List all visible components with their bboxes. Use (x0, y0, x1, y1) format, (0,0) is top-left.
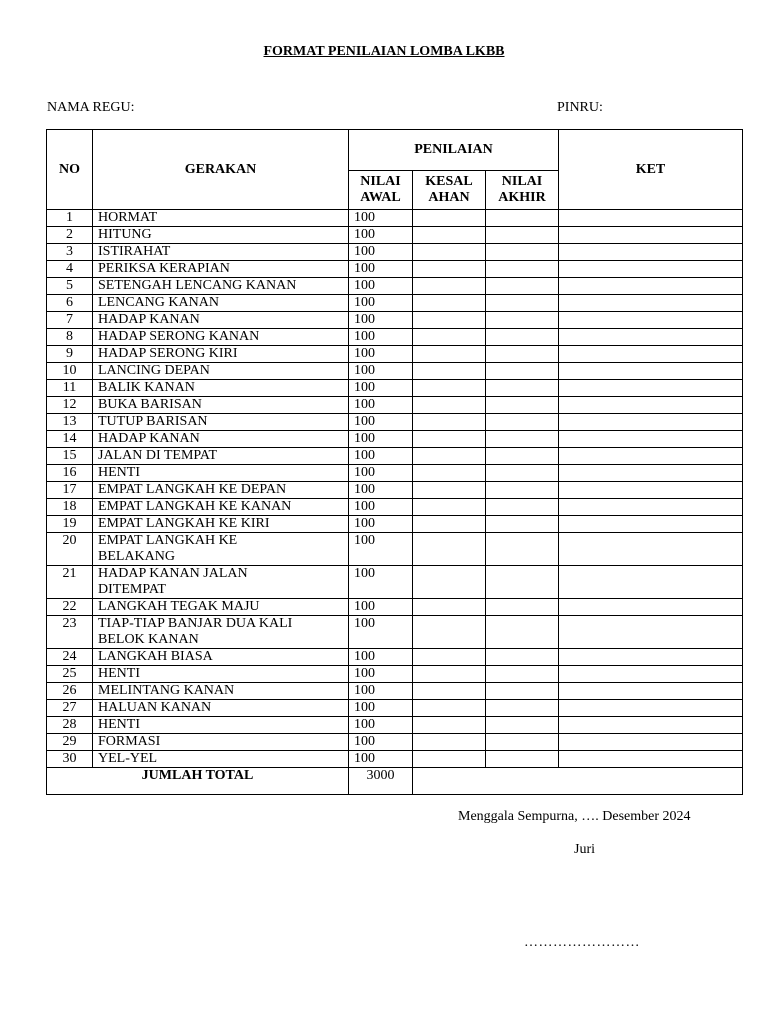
row-kesalahan (413, 448, 486, 465)
gerakan-line: HADAP KANAN JALAN (98, 566, 248, 581)
row-nilai-akhir (486, 649, 559, 666)
row-gerakan (93, 244, 349, 261)
gerakan-line: SETENGAH LENCANG KANAN (98, 278, 297, 293)
row-gerakan (93, 683, 349, 700)
row-ket (559, 499, 743, 516)
row-number: 12 (47, 397, 93, 414)
row-gerakan (93, 499, 349, 516)
row-gerakan (93, 516, 349, 533)
row-gerakan (93, 261, 349, 278)
row-nilai-awal: 100 (349, 717, 413, 734)
row-ket (559, 431, 743, 448)
row-gerakan (93, 278, 349, 295)
row-ket (559, 566, 743, 599)
header-penilaian: PENILAIAN (349, 130, 559, 171)
row-kesalahan (413, 666, 486, 683)
header-nilai-akhir-line2: AKHIR (498, 190, 546, 205)
row-gerakan (93, 616, 349, 649)
row-gerakan (93, 448, 349, 465)
row-ket (559, 717, 743, 734)
row-nilai-awal: 100 (349, 482, 413, 499)
row-kesalahan (413, 244, 486, 261)
gerakan-line: HORMAT (98, 210, 158, 225)
row-nilai-akhir (486, 666, 559, 683)
row-gerakan (93, 666, 349, 683)
row-nilai-akhir (486, 210, 559, 227)
row-nilai-akhir (486, 261, 559, 278)
gerakan-line: PERIKSA KERAPIAN (98, 261, 230, 276)
row-gerakan (93, 700, 349, 717)
row-nilai-akhir (486, 533, 559, 566)
row-kesalahan (413, 616, 486, 649)
gerakan-line: HENTI (98, 666, 140, 681)
row-ket (559, 295, 743, 312)
row-ket (559, 599, 743, 616)
row-gerakan (93, 717, 349, 734)
gerakan-line: BELOK KANAN (98, 632, 199, 647)
row-kesalahan (413, 499, 486, 516)
row-nilai-awal: 100 (349, 734, 413, 751)
row-nilai-akhir (486, 734, 559, 751)
row-nilai-akhir (486, 599, 559, 616)
row-number: 29 (47, 734, 93, 751)
row-kesalahan (413, 465, 486, 482)
total-empty-cell (413, 768, 743, 795)
row-kesalahan (413, 363, 486, 380)
row-kesalahan (413, 566, 486, 599)
row-nilai-akhir (486, 380, 559, 397)
row-nilai-awal: 100 (349, 278, 413, 295)
gerakan-line: EMPAT LANGKAH KE KANAN (98, 499, 292, 514)
row-kesalahan (413, 312, 486, 329)
scoring-table (46, 129, 743, 795)
row-nilai-awal: 100 (349, 516, 413, 533)
row-gerakan (93, 533, 349, 566)
row-nilai-akhir (486, 397, 559, 414)
row-ket (559, 397, 743, 414)
header-nilai-awal (349, 171, 413, 210)
row-nilai-akhir (486, 363, 559, 380)
row-number: 18 (47, 499, 93, 516)
row-ket (559, 448, 743, 465)
table-row (47, 649, 743, 666)
row-number: 22 (47, 599, 93, 616)
row-ket (559, 751, 743, 768)
row-number: 13 (47, 414, 93, 431)
row-nilai-awal: 100 (349, 380, 413, 397)
row-nilai-awal: 100 (349, 616, 413, 649)
row-nilai-akhir (486, 516, 559, 533)
place-date: Menggala Sempurna, …. Desember 2024 (458, 809, 691, 824)
row-nilai-akhir (486, 499, 559, 516)
header-gerakan: GERAKAN (93, 130, 349, 210)
gerakan-line: ISTIRAHAT (98, 244, 171, 259)
gerakan-line: BALIK KANAN (98, 380, 195, 395)
row-nilai-awal: 100 (349, 566, 413, 599)
row-number: 28 (47, 717, 93, 734)
row-ket (559, 734, 743, 751)
table-row (47, 278, 743, 295)
row-nilai-awal: 100 (349, 210, 413, 227)
row-number: 15 (47, 448, 93, 465)
gerakan-line: YEL-YEL (98, 751, 158, 766)
row-ket (559, 380, 743, 397)
row-nilai-akhir (486, 431, 559, 448)
signature-line: …………………… (524, 935, 640, 950)
row-gerakan (93, 431, 349, 448)
row-nilai-awal: 100 (349, 244, 413, 261)
row-nilai-awal: 100 (349, 499, 413, 516)
row-nilai-akhir (486, 227, 559, 244)
row-kesalahan (413, 431, 486, 448)
gerakan-line: LANGKAH BIASA (98, 649, 213, 664)
row-gerakan (93, 295, 349, 312)
row-gerakan (93, 465, 349, 482)
header-kesalahan (413, 171, 486, 210)
row-nilai-awal: 100 (349, 649, 413, 666)
row-gerakan (93, 414, 349, 431)
table-row (47, 227, 743, 244)
row-gerakan (93, 397, 349, 414)
row-number: 1 (47, 210, 93, 227)
juri-label: Juri (574, 842, 595, 857)
row-number: 9 (47, 346, 93, 363)
gerakan-line: HADAP KANAN (98, 312, 200, 327)
row-nilai-awal: 100 (349, 227, 413, 244)
row-nilai-awal: 100 (349, 533, 413, 566)
table-row (47, 717, 743, 734)
row-kesalahan (413, 717, 486, 734)
row-number: 17 (47, 482, 93, 499)
gerakan-line: LANGKAH TEGAK MAJU (98, 599, 260, 614)
header-ket: KET (559, 130, 743, 210)
row-ket (559, 414, 743, 431)
table-row (47, 465, 743, 482)
row-gerakan (93, 329, 349, 346)
row-nilai-awal: 100 (349, 465, 413, 482)
row-nilai-awal: 100 (349, 751, 413, 768)
row-number: 6 (47, 295, 93, 312)
scoring-table-body (47, 210, 743, 768)
row-ket (559, 465, 743, 482)
row-nilai-akhir (486, 329, 559, 346)
row-number: 7 (47, 312, 93, 329)
header-nilai-awal-line1: NILAI (360, 174, 401, 189)
row-nilai-akhir (486, 700, 559, 717)
row-kesalahan (413, 278, 486, 295)
table-row (47, 210, 743, 227)
row-nilai-awal: 100 (349, 312, 413, 329)
table-row (47, 261, 743, 278)
row-nilai-akhir (486, 717, 559, 734)
row-gerakan (93, 482, 349, 499)
gerakan-line: EMPAT LANGKAH KE DEPAN (98, 482, 287, 497)
row-number: 25 (47, 666, 93, 683)
gerakan-line: EMPAT LANGKAH KE (98, 533, 238, 548)
row-kesalahan (413, 414, 486, 431)
row-kesalahan (413, 599, 486, 616)
row-number: 2 (47, 227, 93, 244)
row-gerakan (93, 751, 349, 768)
table-row (47, 700, 743, 717)
row-number: 4 (47, 261, 93, 278)
row-nilai-awal: 100 (349, 683, 413, 700)
row-ket (559, 533, 743, 566)
gerakan-line: HITUNG (98, 227, 152, 242)
table-row (47, 516, 743, 533)
row-gerakan (93, 312, 349, 329)
row-kesalahan (413, 210, 486, 227)
row-number: 11 (47, 380, 93, 397)
row-nilai-akhir (486, 295, 559, 312)
row-nilai-akhir (486, 751, 559, 768)
table-row (47, 599, 743, 616)
row-ket (559, 261, 743, 278)
row-gerakan (93, 363, 349, 380)
row-nilai-awal: 100 (349, 414, 413, 431)
gerakan-line: BELAKANG (98, 549, 175, 564)
row-number: 3 (47, 244, 93, 261)
row-nilai-awal: 100 (349, 599, 413, 616)
row-ket (559, 649, 743, 666)
row-ket (559, 227, 743, 244)
total-label: JUMLAH TOTAL (47, 768, 349, 795)
row-kesalahan (413, 380, 486, 397)
gerakan-line: TIAP-TIAP BANJAR DUA KALI (98, 616, 293, 631)
row-kesalahan (413, 683, 486, 700)
row-ket (559, 683, 743, 700)
header-no: NO (47, 130, 93, 210)
table-row (47, 346, 743, 363)
row-number: 23 (47, 616, 93, 649)
gerakan-line: HADAP KANAN (98, 431, 200, 446)
gerakan-line: DITEMPAT (98, 582, 166, 597)
row-nilai-akhir (486, 448, 559, 465)
row-number: 20 (47, 533, 93, 566)
row-kesalahan (413, 295, 486, 312)
row-kesalahan (413, 261, 486, 278)
row-nilai-awal: 100 (349, 261, 413, 278)
row-gerakan (93, 599, 349, 616)
row-ket (559, 363, 743, 380)
table-row (47, 666, 743, 683)
row-ket (559, 482, 743, 499)
row-nilai-akhir (486, 683, 559, 700)
table-row (47, 566, 743, 599)
row-nilai-akhir (486, 346, 559, 363)
table-row (47, 616, 743, 649)
row-nilai-akhir (486, 482, 559, 499)
row-nilai-akhir (486, 414, 559, 431)
header-nilai-awal-line2: AWAL (360, 190, 401, 205)
row-nilai-awal: 100 (349, 397, 413, 414)
row-kesalahan (413, 649, 486, 666)
row-ket (559, 329, 743, 346)
row-nilai-awal: 100 (349, 346, 413, 363)
gerakan-line: HALUAN KANAN (98, 700, 212, 715)
row-gerakan (93, 380, 349, 397)
table-row (47, 414, 743, 431)
table-row (47, 363, 743, 380)
row-nilai-awal: 100 (349, 363, 413, 380)
row-nilai-akhir (486, 278, 559, 295)
table-row (47, 431, 743, 448)
row-ket (559, 516, 743, 533)
row-ket (559, 616, 743, 649)
table-row (47, 482, 743, 499)
row-kesalahan (413, 397, 486, 414)
row-number: 19 (47, 516, 93, 533)
row-kesalahan (413, 346, 486, 363)
gerakan-line: HENTI (98, 465, 140, 480)
header-nilai-akhir-line1: NILAI (501, 174, 543, 189)
row-ket (559, 666, 743, 683)
row-nilai-awal: 100 (349, 431, 413, 448)
gerakan-line: BUKA BARISAN (98, 397, 202, 412)
table-row (47, 244, 743, 261)
row-nilai-awal: 100 (349, 448, 413, 465)
table-row (47, 751, 743, 768)
row-kesalahan (413, 227, 486, 244)
row-ket (559, 312, 743, 329)
row-number: 10 (47, 363, 93, 380)
table-row (47, 448, 743, 465)
gerakan-line: EMPAT LANGKAH KE KIRI (98, 516, 270, 531)
row-kesalahan (413, 700, 486, 717)
row-gerakan (93, 734, 349, 751)
row-number: 14 (47, 431, 93, 448)
row-ket (559, 700, 743, 717)
table-row (47, 397, 743, 414)
row-number: 16 (47, 465, 93, 482)
gerakan-line: LANCING DEPAN (98, 363, 210, 378)
row-number: 27 (47, 700, 93, 717)
row-gerakan (93, 346, 349, 363)
row-nilai-akhir (486, 566, 559, 599)
table-row (47, 329, 743, 346)
row-kesalahan (413, 329, 486, 346)
gerakan-line: HADAP SERONG KIRI (98, 346, 238, 361)
row-kesalahan (413, 533, 486, 566)
gerakan-line: TUTUP BARISAN (98, 414, 208, 429)
row-number: 8 (47, 329, 93, 346)
row-kesalahan (413, 482, 486, 499)
row-gerakan (93, 227, 349, 244)
row-kesalahan (413, 516, 486, 533)
row-ket (559, 210, 743, 227)
row-nilai-akhir (486, 312, 559, 329)
table-row (47, 499, 743, 516)
table-row (47, 683, 743, 700)
row-ket (559, 244, 743, 261)
header-kesalahan-line1: KESAL (425, 174, 473, 189)
gerakan-line: JALAN DI TEMPAT (98, 448, 218, 463)
table-row (47, 533, 743, 566)
gerakan-line: HENTI (98, 717, 140, 732)
row-number: 24 (47, 649, 93, 666)
row-number: 30 (47, 751, 93, 768)
row-kesalahan (413, 751, 486, 768)
row-ket (559, 346, 743, 363)
row-nilai-awal: 100 (349, 295, 413, 312)
document-title: FORMAT PENILAIAN LOMBA LKBB (263, 44, 505, 59)
row-gerakan (93, 210, 349, 227)
total-value: 3000 (349, 768, 413, 795)
row-gerakan (93, 566, 349, 599)
row-ket (559, 278, 743, 295)
row-number: 21 (47, 566, 93, 599)
row-number: 26 (47, 683, 93, 700)
table-row (47, 734, 743, 751)
row-nilai-awal: 100 (349, 329, 413, 346)
gerakan-line: LENCANG KANAN (98, 295, 219, 310)
nama-regu-label: NAMA REGU: (47, 100, 135, 115)
row-nilai-akhir (486, 465, 559, 482)
row-gerakan (93, 649, 349, 666)
row-nilai-awal: 100 (349, 666, 413, 683)
table-row (47, 295, 743, 312)
row-number: 5 (47, 278, 93, 295)
gerakan-line: HADAP SERONG KANAN (98, 329, 260, 344)
row-nilai-akhir (486, 616, 559, 649)
gerakan-line: FORMASI (98, 734, 161, 749)
table-row (47, 380, 743, 397)
table-row (47, 312, 743, 329)
row-nilai-awal: 100 (349, 700, 413, 717)
header-nilai-akhir (486, 171, 559, 210)
header-kesalahan-line2: AHAN (428, 190, 470, 205)
gerakan-line: MELINTANG KANAN (98, 683, 235, 698)
row-nilai-akhir (486, 244, 559, 261)
row-kesalahan (413, 734, 486, 751)
pinru-label: PINRU: (557, 100, 603, 115)
